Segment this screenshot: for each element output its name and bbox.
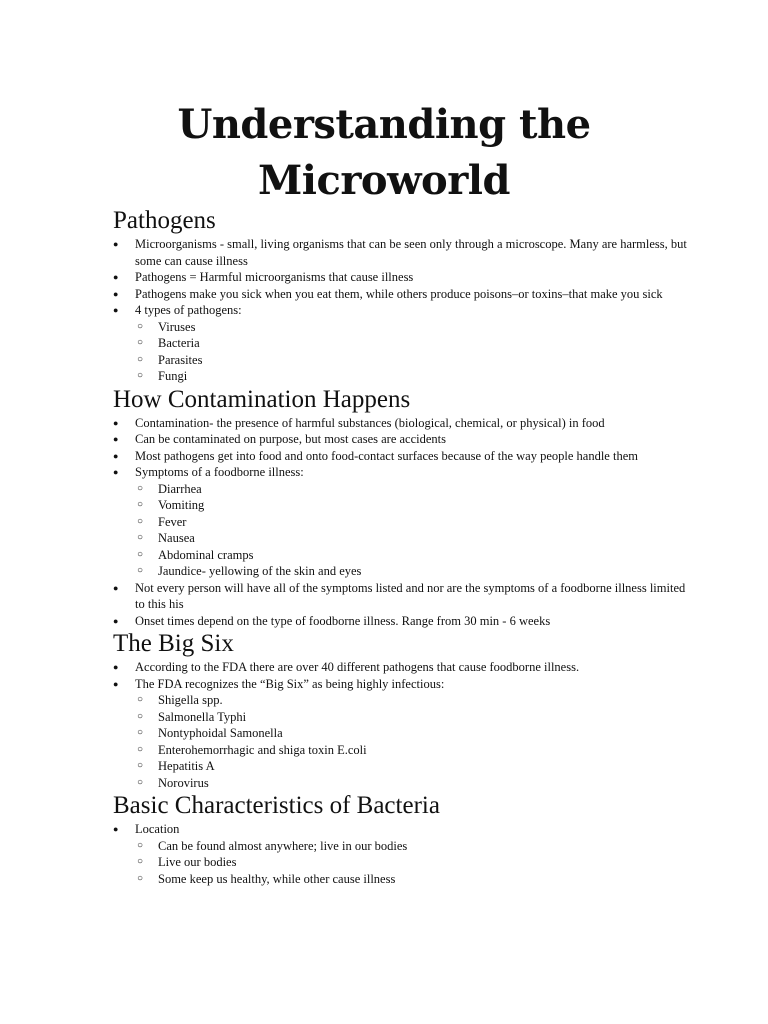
sub-list-item: ○ Hepatitis A (113, 758, 693, 775)
list-item-text: According to the FDA there are over 40 different pathogens that cause foodborne illness. (135, 660, 580, 674)
sub-list-item: ○ Nontyphoidal Samonella (113, 725, 693, 742)
list-item-text: Pathogens make you sick when you eat them, while others produce poisons–or toxins–that make you sick (135, 286, 663, 301)
section-heading: How Contamination Happens (113, 385, 411, 413)
bullet-list (113, 236, 693, 385)
list-item-text: Onset times depend on the type of foodborne illness. Range from 30 min - 6 weeks (135, 613, 551, 628)
title-line-1: Understanding the (177, 101, 591, 148)
sub-list-item: ○ Fungi (113, 368, 693, 385)
list-item-text: Most pathogens get into food and onto food-contact surfaces because of the way people handle them (135, 448, 638, 463)
list-item (113, 431, 693, 448)
list-item (113, 676, 693, 693)
sub-bullet-list (91, 481, 693, 580)
sub-list-item: ○ Jaundice- yellowing of the skin and eyes (113, 563, 693, 580)
section (113, 791, 693, 887)
bullet-list (113, 415, 693, 630)
list-item (113, 613, 693, 630)
list-item-text: Contamination- the presence of harmful substances (biological, chemical, or physical) in food (135, 415, 605, 430)
list-item (113, 580, 693, 613)
list-item-text: Can be contaminated on purpose, but most cases are accidents (135, 432, 447, 446)
sub-bullet-list (91, 692, 693, 791)
list-item-text: The FDA recognizes the “Big Six” as being highly infectious: (135, 676, 445, 691)
list-item-text: Not every person will have all of the symptoms listed and nor are the symptoms of a foodborne illness limited to this his (135, 580, 686, 611)
sub-list-item: ○ Enterohemorrhagic and shiga toxin E.coli (113, 742, 693, 759)
sub-list-item: ○ Live our bodies (113, 854, 693, 871)
sub-list-item: ○ Shigella spp. (113, 692, 693, 709)
list-item (113, 236, 693, 269)
section-heading: Basic Characteristics of Bacteria (113, 792, 440, 819)
list-item (113, 269, 693, 286)
document-title (0, 97, 768, 209)
sub-list-item: ○ Abdominal cramps (113, 547, 693, 564)
list-item (113, 286, 693, 303)
sub-list-item: ○ Salmonella Typhi (113, 709, 693, 726)
list-item-text: 4 types of pathogens: (135, 303, 242, 317)
sub-list-item: ○ Parasites (113, 352, 693, 369)
list-item (113, 659, 693, 676)
list-item (113, 415, 693, 432)
document-body (113, 206, 693, 887)
sub-bullet-list (91, 319, 693, 385)
title-line-2: Microworld (258, 157, 510, 204)
list-item-text: Microorganisms - small, living organisms that can be seen only through a microscope. Many are harmless, but some can cause illness (135, 237, 687, 268)
sub-list-item: ○ Fever (113, 514, 693, 531)
section-heading: Pathogens (113, 207, 216, 234)
sub-list-item: ○ Can be found almost anywhere; live in our bodies (113, 838, 693, 855)
section (113, 206, 693, 385)
list-item (113, 448, 693, 465)
bullet-list (113, 659, 693, 791)
section-heading: The Big Six (113, 630, 234, 657)
list-item-text: Symptoms of a foodborne illness: (135, 465, 304, 479)
list-item-text: Pathogens = Harmful microorganisms that cause illness (135, 270, 414, 284)
bullet-list (113, 821, 693, 887)
sub-bullet-list (91, 838, 693, 888)
list-item (113, 821, 693, 838)
list-item (113, 302, 693, 319)
sub-list-item: ○ Bacteria (113, 335, 693, 352)
section (113, 629, 693, 791)
sub-list-item: ○ Diarrhea (113, 481, 693, 498)
sub-list-item: ○ Viruses (113, 319, 693, 336)
sub-list-item: ○ Nausea (113, 530, 693, 547)
sub-list-item: ○ Some keep us healthy, while other cause illness (113, 871, 693, 888)
sub-list-item: ○ Vomiting (113, 497, 693, 514)
list-item-text: Location (135, 822, 180, 836)
sub-list-item: ○ Norovirus (113, 775, 693, 792)
list-item (113, 464, 693, 481)
section (113, 385, 693, 630)
